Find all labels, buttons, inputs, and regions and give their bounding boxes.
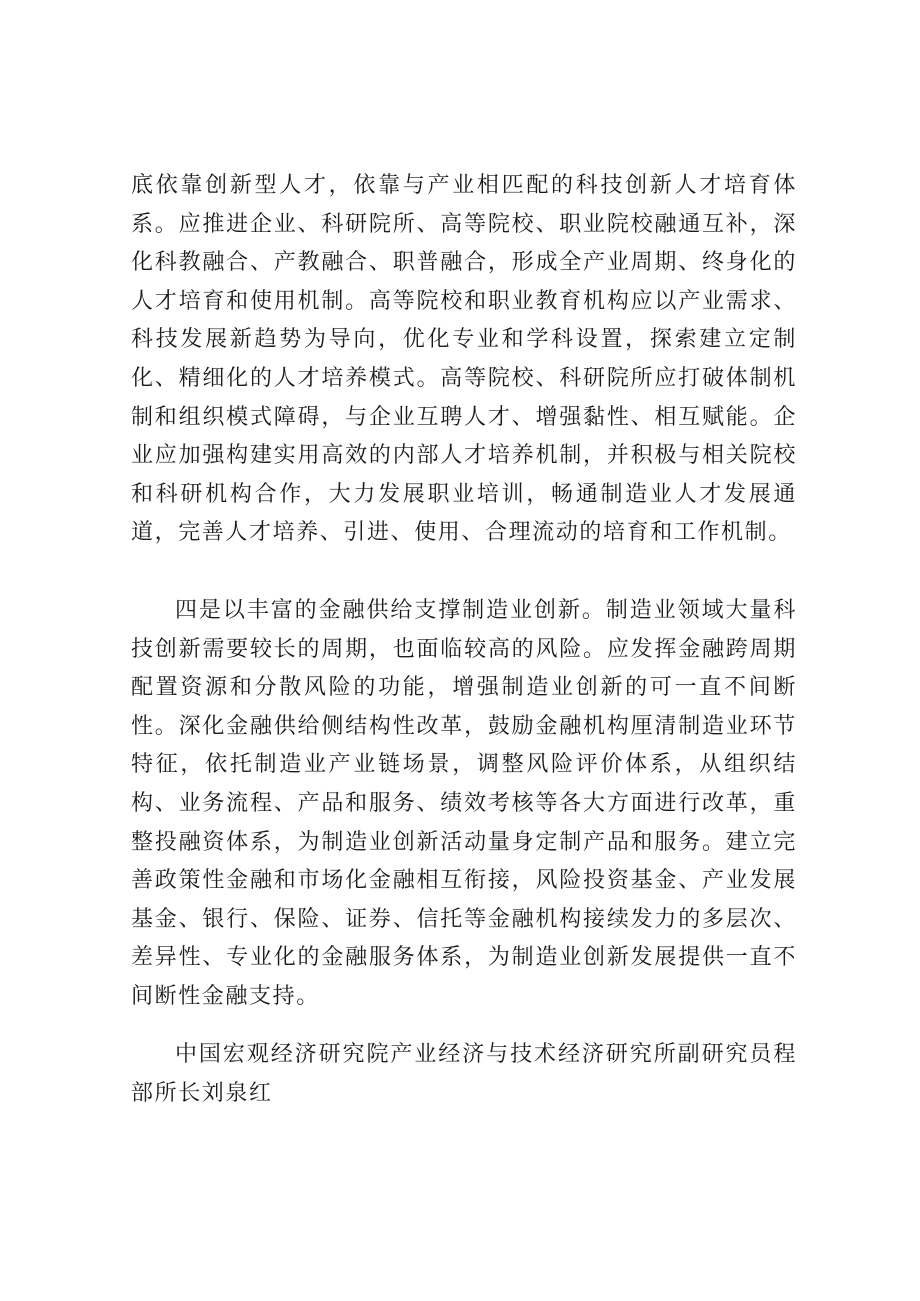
body-paragraph-talent: 底依靠创新型人才，依靠与产业相匹配的科技创新人才培育体系。应推进企业、科研院所、高等院校、职业院校融通互补，深化科教融合、产教融合、职普融合，形成全产业周期、终身化的人才培育和使用机制。高等院校和职业教育机构应以产业需求、科技发展新趋势为导向，优化专业和学科设置，探索建立定制化、精细化的人才培养模式。高等院校、科研院所应打破体制机制和组织模式障碍，与企业互聘人才、增强黏性、相互赋能。企业应加强构建实用高效的内部人才培养机制，并积极与相关院校和科研机构合作，大力发展职业培训，畅通制造业人才发展通道，完善人才培养、引进、使用、合理流动的培育和工作机制。 xyxy=(131,173,797,546)
body-paragraph-finance: 四是以丰富的金融供给支撑制造业创新。制造业领域大量科技创新需要较长的周期，也面临较高的风险。应发挥金融跨周期配置资源和分散风险的功能，增强制造业创新的可一直不间断性。深化金融供给侧结构性改革，鼓励金融机构厘清制造业环节特征，依托制造业产业链场景，调整风险评价体系，从组织结构、业务流程、产品和服务、绩效考核等各大方面进行改革，重整投融资体系，为制造业创新活动量身定制产品和服务。建立完善政策性金融和市场化金融相互衔接，风险投资基金、产业发展基金、银行、保险、证券、信托等金融机构接续发力的多层次、差异性、专业化的金融服务体系，为制造业创新发展提供一直不间断性金融支持。 xyxy=(131,598,797,1009)
author-byline: 中国宏观经济研究院产业经济与技术经济研究所副研究员程部所长刘泉红 xyxy=(131,1042,797,1106)
